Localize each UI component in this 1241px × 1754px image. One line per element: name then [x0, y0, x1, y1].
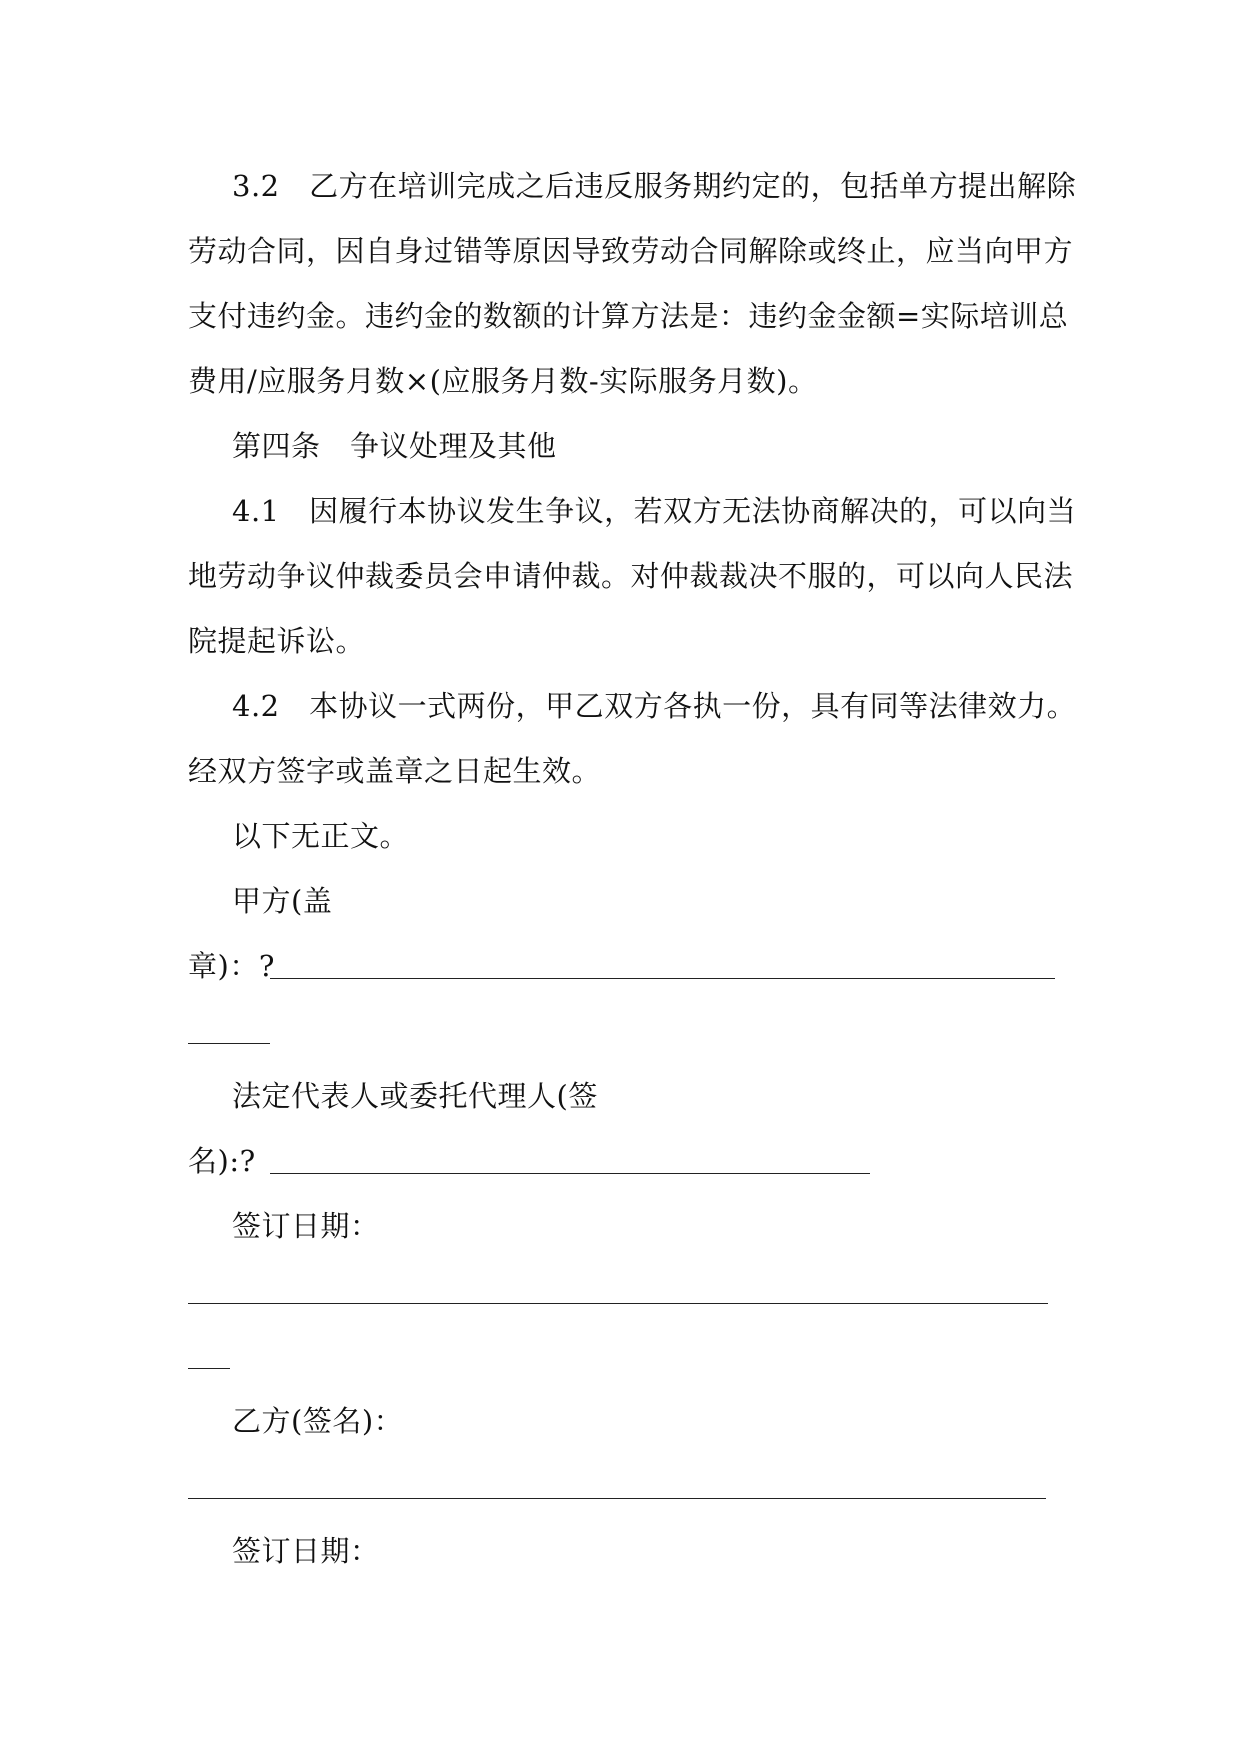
article-4-heading: 第四条 争议处理及其他 [232, 429, 557, 463]
party-a-seal-blank-line-continued [188, 1043, 270, 1044]
clause-3-2-line-3: 支付违约金。违约金的数额的计算方法是：违约金金额=实际培训总 [188, 299, 1069, 333]
party-a-seal-label-part-1: 甲方(盖 [232, 884, 333, 918]
party-a-seal-blank-line [270, 978, 1055, 979]
clause-4-1-line-2: 地劳动争议仲裁委员会申请仲裁。对仲裁裁决不服的，可以向人民法 [188, 559, 1074, 593]
party-a-date-blank-line-continued [188, 1368, 230, 1369]
party-a-seal-label-part-2: 章)：? [188, 949, 275, 983]
party-b-signature-label: 乙方(签名)： [232, 1404, 404, 1438]
clause-4-2-line-2: 经双方签字或盖章之日起生效。 [188, 754, 602, 788]
clause-3-2-line-4: 费用/应服务月数×(应服务月数-实际服务月数)。 [188, 364, 818, 398]
clause-4-1-line-3: 院提起诉讼。 [188, 624, 366, 658]
party-a-date-blank-line [188, 1303, 1048, 1304]
end-of-text-note: 以下无正文。 [232, 819, 410, 853]
legal-representative-blank-line [270, 1173, 870, 1174]
clause-4-1-line-1: 4.1 因履行本协议发生争议，若双方无法协商解决的，可以向当 [232, 494, 1077, 528]
clause-3-2-line-2: 劳动合同，因自身过错等原因导致劳动合同解除或终止，应当向甲方 [188, 234, 1074, 268]
legal-representative-label-part-1: 法定代表人或委托代理人(签 [232, 1079, 598, 1113]
clause-3-2-line-1: 3.2 乙方在培训完成之后违反服务期约定的，包括单方提出解除 [232, 169, 1077, 203]
legal-representative-label-part-2: 名):? [188, 1144, 256, 1178]
party-b-signing-date-label: 签订日期： [232, 1534, 380, 1568]
party-b-signature-blank-line [188, 1498, 1046, 1499]
party-a-signing-date-label: 签订日期： [232, 1209, 380, 1243]
clause-4-2-line-1: 4.2 本协议一式两份，甲乙双方各执一份，具有同等法律效力。 [232, 689, 1077, 723]
